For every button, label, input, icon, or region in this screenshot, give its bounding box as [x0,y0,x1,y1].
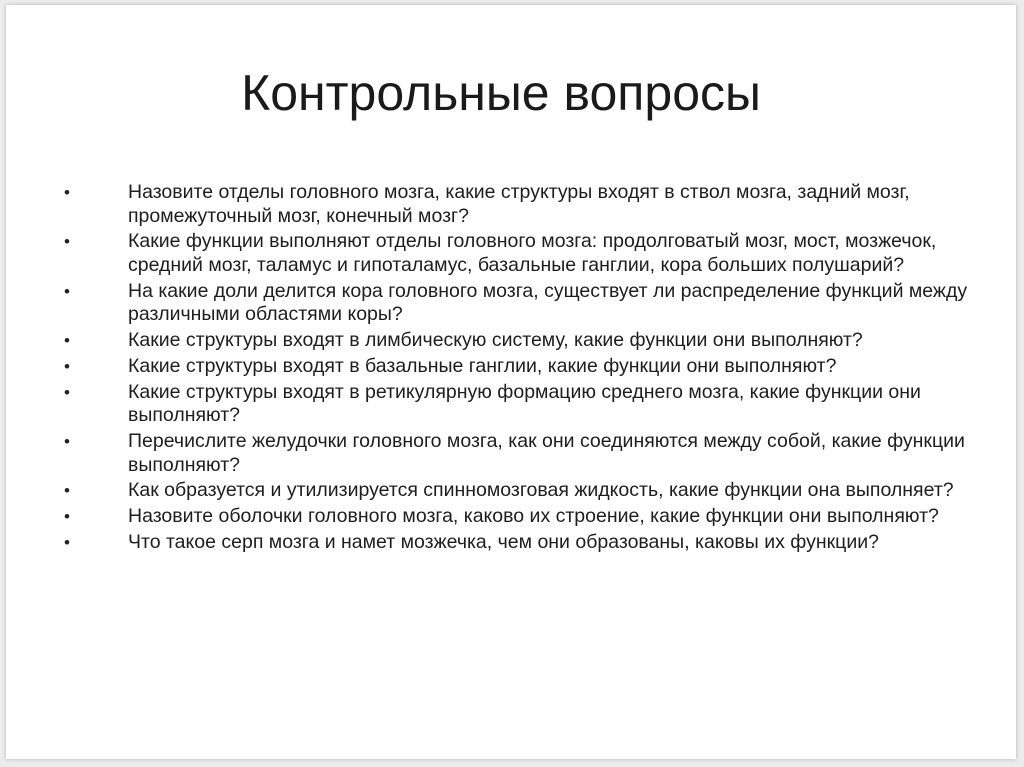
bullet-icon: • [64,232,70,252]
slide-title: Контрольные вопросы [241,65,761,121]
slide [6,5,1016,759]
question-item [60,531,980,555]
question-item [60,280,980,327]
question-text: Какие структуры входят в лимбическую систему, какие функции они выполняют? [128,329,863,352]
question-text: Назовите отделы головного мозга, какие структуры входят в ствол мозга, задний мозг, промежуточный мозг, конечный мозг? [128,181,910,227]
bullet-icon: • [64,331,70,351]
question-item [60,505,980,529]
question-item [60,381,980,428]
question-text: Назовите оболочки головного мозга, каково их строение, какие функции они выполняют? [128,505,939,528]
question-item [60,181,980,228]
question-text: Что такое серп мозга и намет мозжечка, чем они образованы, каковы их функции? [128,531,879,553]
question-text: Какие структуры входят в базальные ганглии, какие функции они выполняют? [128,354,837,377]
bullet-icon: • [64,382,70,402]
bullet-icon: • [64,533,70,552]
question-text: Как образуется и утилизируется спинномозговая жидкость, какие функции она выполняет? [128,479,954,502]
question-item [60,355,980,379]
question-item [60,479,980,503]
question-item [60,230,980,277]
question-text: Какие структуры входят в ретикулярную формацию среднего мозга, какие функции они выполняют? [128,380,921,427]
bullet-icon: • [64,183,70,202]
bullet-icon: • [64,281,70,301]
question-item [60,329,980,353]
bullet-icon: • [64,507,70,527]
question-text: Какие функции выполняют отделы головного мозга: продолговатый мозг, мост, мозжечок, средний мозг, таламус и гипоталамус, базальные ганглии, кора больших полушарий? [128,230,937,276]
bullet-icon: • [64,481,70,501]
question-text: Перечислите желудочки головного мозга, как они соединяются между собой, какие функции выполняют? [128,430,965,476]
question-text: На какие доли делится кора головного мозга, существует ли распределение функций между различными областями коры? [128,279,968,326]
questions-list [60,181,980,557]
bullet-icon: • [64,356,70,376]
question-item [60,430,980,477]
bullet-icon: • [64,432,70,452]
